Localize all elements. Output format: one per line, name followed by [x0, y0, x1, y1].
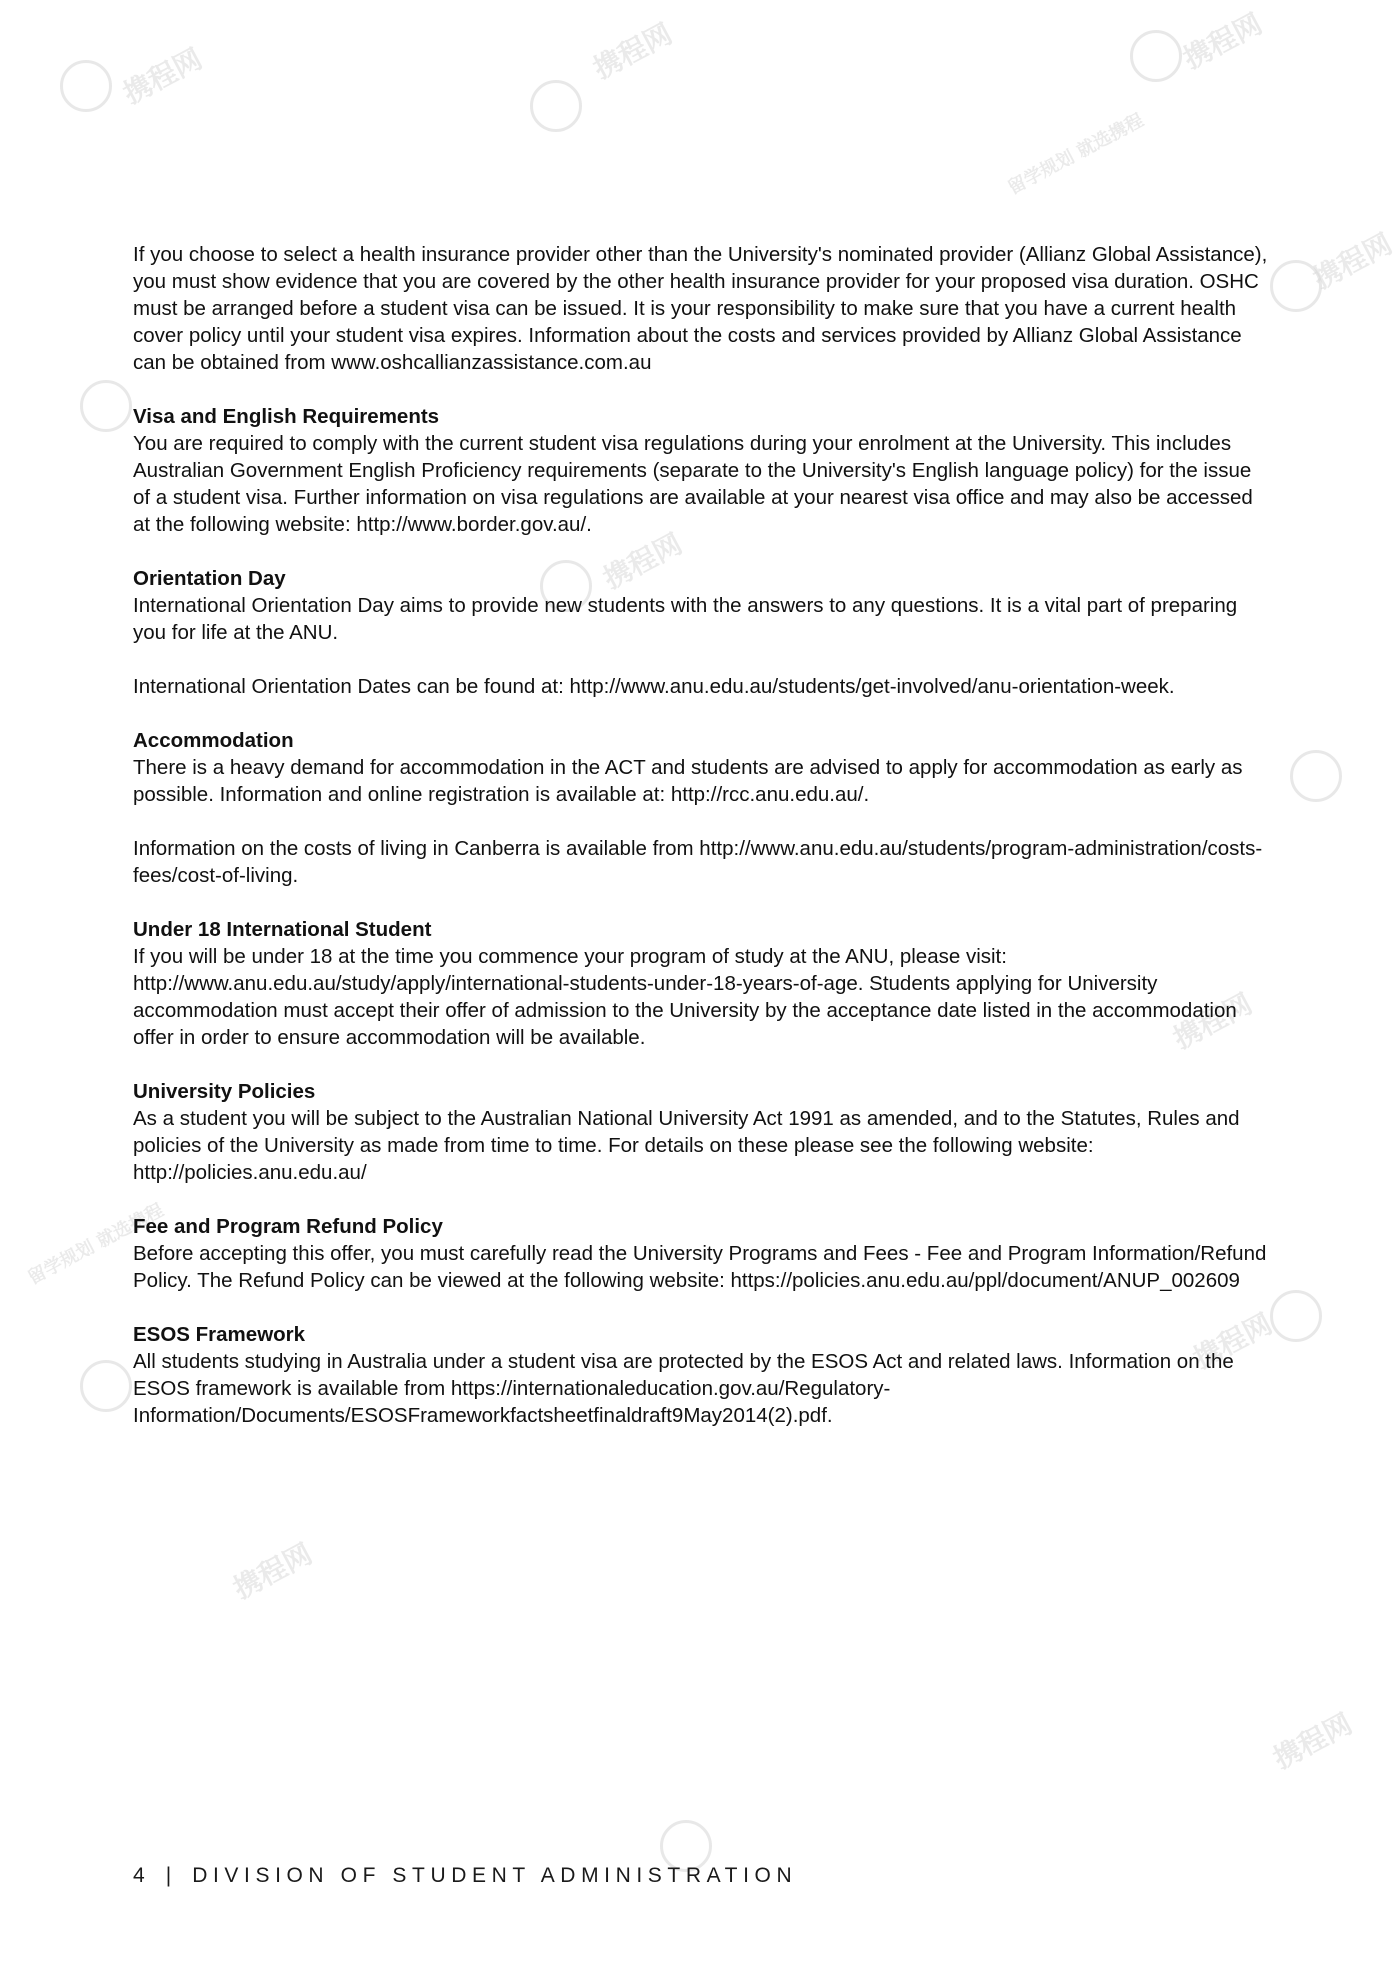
- watermark-brand: 携程网: [117, 42, 208, 111]
- section-heading: Orientation Day: [133, 567, 286, 590]
- watermark-brand: 携程网: [597, 527, 688, 596]
- section-heading: Accommodation: [133, 729, 294, 752]
- section-paragraph: If you will be under 18 at the time you commence your program of study at the ANU, please visit: http://www.anu.edu.au/study/apply/international-students-under-18-years-of-age. Students applying for University accommodation must accept their offer of admission to the University by the acceptance date listed in the accommodation offer in order to ensure accommodation will be available.: [133, 945, 1237, 1049]
- watermark-brand: 携程网: [1307, 227, 1398, 296]
- watermark-seal-icon: [1270, 260, 1322, 312]
- section-paragraph: International Orientation Day aims to provide new students with the answers to any questions. It is a vital part of preparing you for life at the ANU.: [133, 594, 1238, 644]
- section-heading: ESOS Framework: [133, 1323, 306, 1346]
- section-heading: Fee and Program Refund Policy: [133, 1215, 443, 1238]
- section-paragraph: As a student you will be subject to the Australian National University Act 1991 as amended, and to the Statutes, Rules and policies of the University as made from time to time. For details on these please see the following website: http://policies.anu.edu.au/: [133, 1107, 1240, 1184]
- section-heading: University Policies: [133, 1080, 316, 1103]
- watermark-seal-icon: [60, 60, 112, 112]
- watermark-slogan: 留学规划 就选携程: [1004, 109, 1148, 199]
- watermark-brand: 携程网: [587, 17, 678, 86]
- refund-policy-section: [133, 1213, 1273, 1294]
- orientation-day-section: [133, 565, 1273, 700]
- watermark-brand: 携程网: [227, 1537, 318, 1606]
- section-paragraph: You are required to comply with the current student visa regulations during your enrolment at the University. This includes Australian Government English Proficiency requirements (separate to the University's English language policy) for the issue of a student visa. Further information on visa regulations are available at your nearest visa office and may also be accessed at the following website: http://www.border.gov.au/.: [133, 432, 1253, 536]
- footer-title: DIVISION OF STUDENT ADMINISTRATION: [192, 1864, 798, 1887]
- page-footer: [133, 1864, 797, 1888]
- visa-english-section: [133, 403, 1273, 538]
- section-paragraph: There is a heavy demand for accommodation in the ACT and students are advised to apply for accommodation as early as possible. Information and online registration is available at: http://rcc.anu.edu.au/.: [133, 756, 1243, 806]
- university-policies-section: [133, 1078, 1273, 1186]
- section-paragraph: International Orientation Dates can be found at: http://www.anu.edu.au/students/get-involved/anu-orientation-week.: [133, 675, 1175, 698]
- watermark-brand: 携程网: [1267, 1707, 1358, 1776]
- watermark-seal-icon: [80, 1360, 132, 1412]
- watermark-seal-icon: [1270, 1290, 1322, 1342]
- section-heading: Visa and English Requirements: [133, 405, 440, 428]
- accommodation-section: [133, 727, 1273, 889]
- section-heading: Under 18 International Student: [133, 918, 432, 941]
- watermark-brand: 携程网: [1187, 1307, 1278, 1376]
- section-paragraph: All students studying in Australia under a student visa are protected by the ESOS Act and related laws. Information on the ESOS framework is available from https://internationaleducation.gov.au/Regulatory-Information/Documents/ESOSFrameworkfactsheetfinaldraft9May2014(2).pdf.: [133, 1350, 1234, 1427]
- watermark-brand: 携程网: [1167, 987, 1258, 1056]
- watermark-seal-icon: [80, 380, 132, 432]
- esos-framework-section: [133, 1321, 1273, 1429]
- watermark-seal-icon: [1130, 30, 1182, 82]
- under-18-section: [133, 916, 1273, 1051]
- health-insurance-section: [133, 241, 1273, 376]
- watermark-seal-icon: [1290, 750, 1342, 802]
- document-body: [133, 241, 1273, 1456]
- watermark-brand: 携程网: [1177, 7, 1268, 76]
- watermark-seal-icon: [530, 80, 582, 132]
- page-number: 4: [133, 1864, 151, 1887]
- health-insurance-paragraph: If you choose to select a health insurance provider other than the University's nominated provider (Allianz Global Assistance), you must show evidence that you are covered by the other health insurance provider for your proposed visa duration. OSHC must be arranged before a student visa can be issued. It is your responsibility to make sure that you have a current health cover policy until your student visa expires. Information about the costs and services provided by Allianz Global Assistance can be obtained from www.oshcallianzassistance.com.au: [133, 243, 1268, 374]
- footer-separator: |: [165, 1864, 177, 1887]
- watermark-slogan: 留学规划 就选携程: [24, 1199, 168, 1289]
- section-paragraph: Before accepting this offer, you must carefully read the University Programs and Fees - Fee and Program Information/Refund Policy. The Refund Policy can be viewed at the following website: https://policies.anu.edu.au/ppl/document/ANUP_002609: [133, 1242, 1267, 1292]
- section-paragraph: Information on the costs of living in Canberra is available from http://www.anu.edu.au/students/program-administration/costs-fees/cost-of-living.: [133, 837, 1263, 887]
